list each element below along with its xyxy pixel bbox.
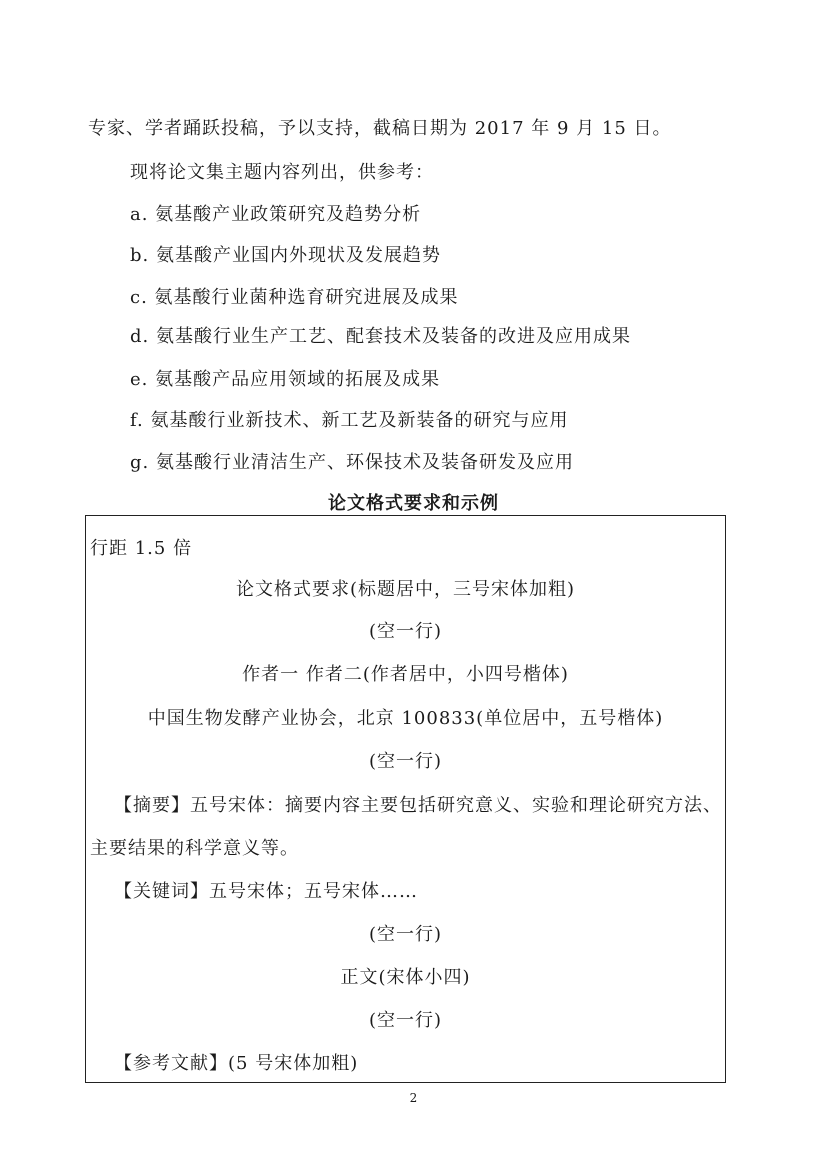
example-references: 【参考文献】(5 号宋体加粗) [114,1053,359,1074]
example-affiliation: 中国生物发酵产业协会，北京 100833(单位居中，五号楷体) [147,708,664,729]
intro-line-1: 专家、学者踊跃投稿，予以支持，截稿日期为 2017 年 9 月 15 日。 [88,118,672,139]
example-body-text: 正文(宋体小四) [340,967,471,988]
line-spacing-note: 行距 1.5 倍 [90,538,193,559]
blank-line-note: (空一行) [368,751,443,772]
topic-item-c: c. 氨基酸行业菌种选育研究进展及成果 [130,287,459,308]
blank-line-note: (空一行) [368,621,443,642]
format-example-box [85,515,726,1083]
example-authors: 作者一 作者二(作者居中，小四号楷体) [242,664,569,685]
page-number: 2 [409,1091,418,1105]
topic-item-g: g. 氨基酸行业清洁生产、环保技术及装备研发及应用 [130,452,574,473]
topic-item-f: f. 氨基酸行业新技术、新工艺及新装备的研究与应用 [130,410,569,431]
example-title: 论文格式要求(标题居中，三号宋体加粗) [235,579,576,600]
blank-line-note: (空一行) [368,924,443,945]
topic-item-e: e. 氨基酸产品应用领域的拓展及成果 [130,369,441,390]
topic-item-d: d. 氨基酸行业生产工艺、配套技术及装备的改进及应用成果 [130,326,631,347]
example-keywords: 【关键词】五号宋体；五号宋体…… [114,881,418,902]
intro-line-2: 现将论文集主题内容列出，供参考： [130,162,434,183]
example-abstract-line-1: 【摘要】五号宋体：摘要内容主要包括研究意义、实验和理论研究方法、 [114,795,722,816]
section-title: 论文格式要求和示例 [328,493,499,514]
example-abstract-line-2: 主要结果的科学意义等。 [90,838,299,859]
topic-item-a: a. 氨基酸产业政策研究及趋势分析 [130,204,422,225]
topic-item-b: b. 氨基酸产业国内外现状及发展趋势 [130,245,441,266]
blank-line-note: (空一行) [368,1010,443,1031]
